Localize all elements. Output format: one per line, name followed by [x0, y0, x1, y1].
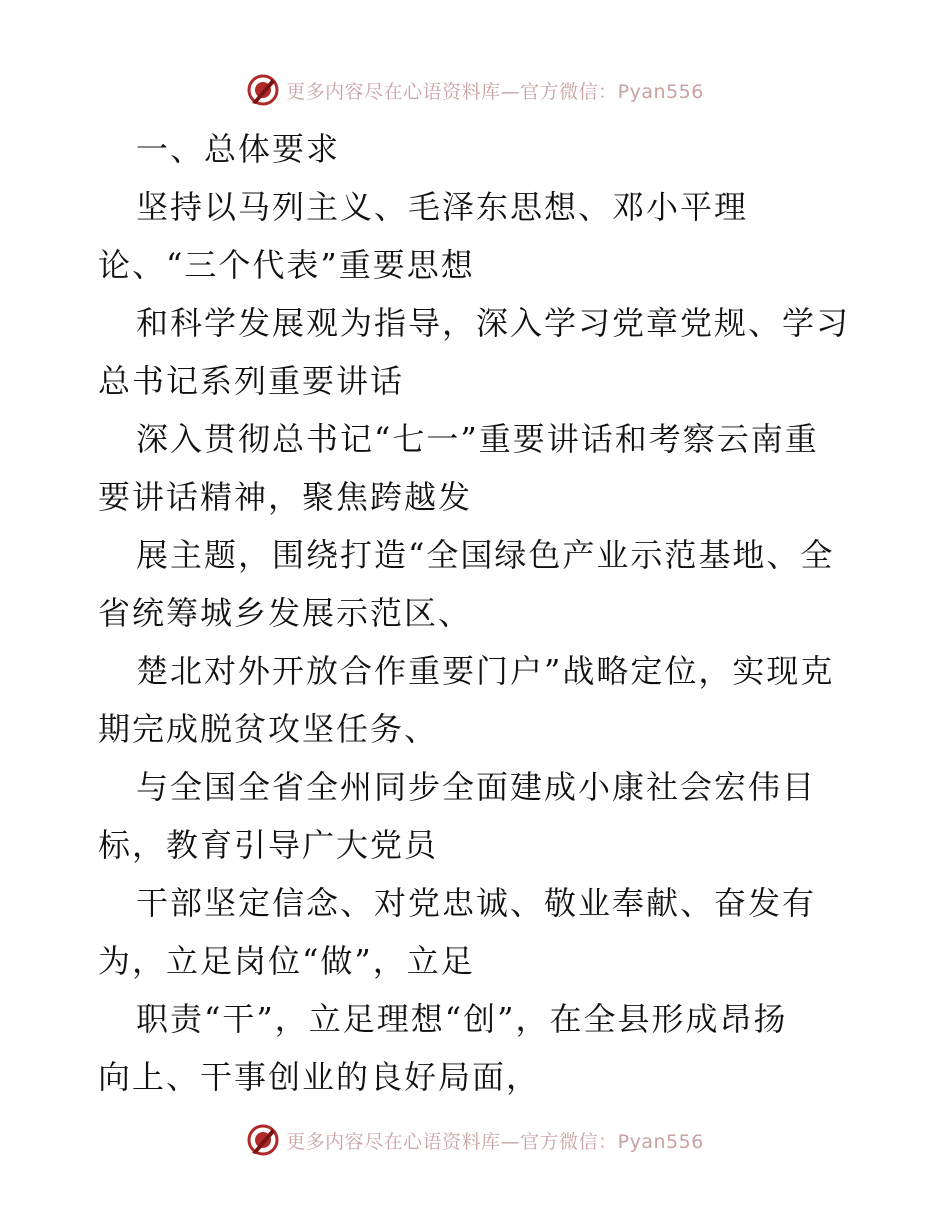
- quill-logo-icon: [246, 73, 280, 107]
- watermark-text: 更多内容尽在心语资料库—官方微信：Pyan556: [286, 1130, 704, 1153]
- text-line: 深入贯彻总书记“七一”重要讲话和考察云南重: [136, 420, 819, 458]
- header-watermark: [0, 70, 950, 110]
- text-line: 职责“干”，立足理想“创”，在全县形成昂扬: [136, 1000, 788, 1038]
- text-line: 干部坚定信念、对党忠诚、敬业奉献、奋发有: [136, 884, 817, 922]
- document-body: [98, 120, 858, 1106]
- text-line: 省统筹城乡发展示范区、: [98, 594, 473, 632]
- watermark-text: 更多内容尽在心语资料库—官方微信：Pyan556: [286, 80, 704, 103]
- text-line: 坚持以马列主义、毛泽东思想、邓小平理: [136, 188, 749, 226]
- text-line: 为，立足岗位“做”，立足: [98, 942, 475, 980]
- text-line: 期完成脱贫攻坚任务、: [98, 710, 439, 748]
- text-line: 论、“三个代表”重要思想: [98, 246, 475, 284]
- text-line: 展主题，围绕打造“全国绿色产业示范基地、全: [136, 536, 835, 574]
- footer-watermark: [0, 1120, 950, 1160]
- text-line: 一、总体要求: [136, 130, 341, 168]
- text-line: 与全国全省全州同步全面建成小康社会宏伟目: [136, 768, 817, 806]
- text-line: 标，教育引导广大党员: [98, 826, 439, 864]
- text-line: 和科学发展观为指导，深入学习党章党规、学习: [136, 304, 851, 342]
- text-line: 要讲话精神，聚焦跨越发: [98, 478, 473, 516]
- text-line: 总书记系列重要讲话: [98, 362, 405, 400]
- text-line: 向上、干事创业的良好局面，: [98, 1058, 541, 1096]
- text-line: 楚北对外开放合作重要门户”战略定位，实现克: [136, 652, 835, 690]
- quill-logo-icon: [246, 1123, 280, 1157]
